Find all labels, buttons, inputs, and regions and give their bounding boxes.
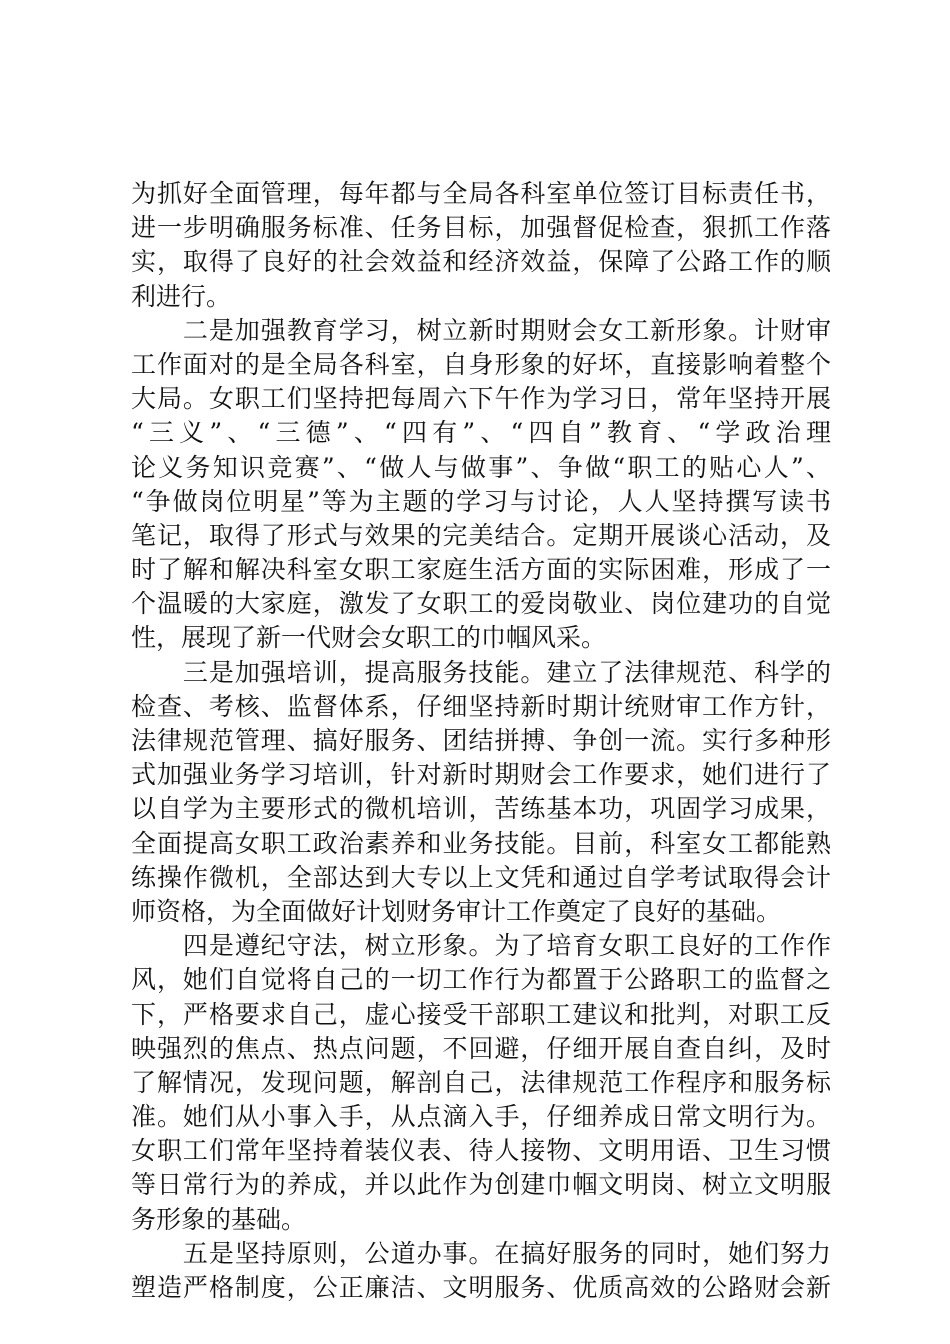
text-line-5: 二是加强教育学习，树立新时期财会女工新形象。计财审 xyxy=(131,315,831,345)
text-line-17: 法律规范管理、搞好服务、团结拼搏、争创一流。实行多种形 xyxy=(131,726,831,755)
text-line-18: 式加强业务学习培训，针对新时期财会工作要求，她们进行了 xyxy=(131,760,831,790)
text-line-2: 进一步明确服务标准、任务目标，加强督促检查，狠抓工作落 xyxy=(131,213,831,243)
text-line-7: 大局。女职工们坚持把每周六下午作为学习日，常年坚持开展 xyxy=(131,384,831,414)
text-line-20: 全面提高女职工政治素养和业务技能。目前，科室女工都能熟 xyxy=(131,828,831,858)
text-line-29: 女职工们常年坚持着装仪表、待人接物、文明用语、卫生习惯 xyxy=(131,1136,831,1166)
text-line-6: 工作面对的是全局各科室，自身形象的好坏，直接影响着整个 xyxy=(131,349,831,379)
text-line-3: 实，取得了良好的社会效益和经济效益，保障了公路工作的顺 xyxy=(131,247,831,277)
text-line-16: 检查、考核、监督体系，仔细坚持新时期计统财审工作方针， xyxy=(131,691,831,721)
text-line-30: 等日常行为的养成，并以此作为创建巾帼文明岗、树立文明服 xyxy=(131,1170,831,1200)
text-line-28: 准。她们从小事入手，从点滴入手，仔细养成日常文明行为。 xyxy=(131,1102,831,1132)
text-line-10: “争做岗位明星”等为主题的学习与讨论，人人坚持撰写读书 xyxy=(131,486,831,516)
text-line-26: 映强烈的焦点、热点问题，不回避，仔细开展自查自纠，及时 xyxy=(131,1033,831,1063)
text-line-11: 笔记，取得了形式与效果的完美结合。定期开展谈心活动，及 xyxy=(131,520,831,550)
text-line-33: 塑造严格制度，公正廉洁、文明服务、优质高效的公路财会新 xyxy=(131,1273,831,1302)
text-line-1: 为抓好全面管理，每年都与全局各科室单位签订目标责任书， xyxy=(131,179,831,208)
text-line-12: 时了解和解决科室女职工家庭生活方面的实际困难，形成了一 xyxy=(131,555,831,585)
text-line-32: 五是坚持原则，公道办事。在搞好服务的同时，她们努力 xyxy=(131,1238,831,1268)
text-line-19: 以自学为主要形式的微机培训，苦练基本功，巩固学习成果， xyxy=(131,794,831,824)
text-line-14: 性，展现了新一代财会女职工的巾帼风采。 xyxy=(131,623,607,653)
text-line-22: 师资格，为全面做好计划财务审计工作奠定了良好的基础。 xyxy=(131,896,782,926)
text-line-23: 四是遵纪守法，树立形象。为了培育女职工良好的工作作 xyxy=(131,931,831,961)
text-line-21: 练操作微机，全部达到大专以上文凭和通过自学考试取得会计 xyxy=(131,862,831,892)
text-line-9: 论义务知识竞赛”、“做人与做事”、争做“职工的贴心人”、 xyxy=(131,452,831,482)
text-line-4: 利进行。 xyxy=(131,281,232,311)
text-line-13: 个温暖的大家庭，激发了女职工的爱岗敬业、岗位建功的自觉 xyxy=(131,589,831,619)
text-line-8: “三义”、“三德”、“四有”、“四自”教育、“学政治理 xyxy=(131,418,831,448)
text-line-25: 下，严格要求自己，虚心接受干部职工建议和批判，对职工反 xyxy=(131,999,831,1029)
text-line-24: 风，她们自觉将自己的一切工作行为都置于公路职工的监督之 xyxy=(131,965,831,995)
body-text xyxy=(131,177,831,1305)
text-line-31: 务形象的基础。 xyxy=(131,1204,307,1234)
text-line-27: 了解情况，发现问题，解剖自己，法律规范工作程序和服务标 xyxy=(131,1067,831,1097)
text-line-15: 三是加强培训，提高服务技能。建立了法律规范、科学的 xyxy=(131,657,831,687)
